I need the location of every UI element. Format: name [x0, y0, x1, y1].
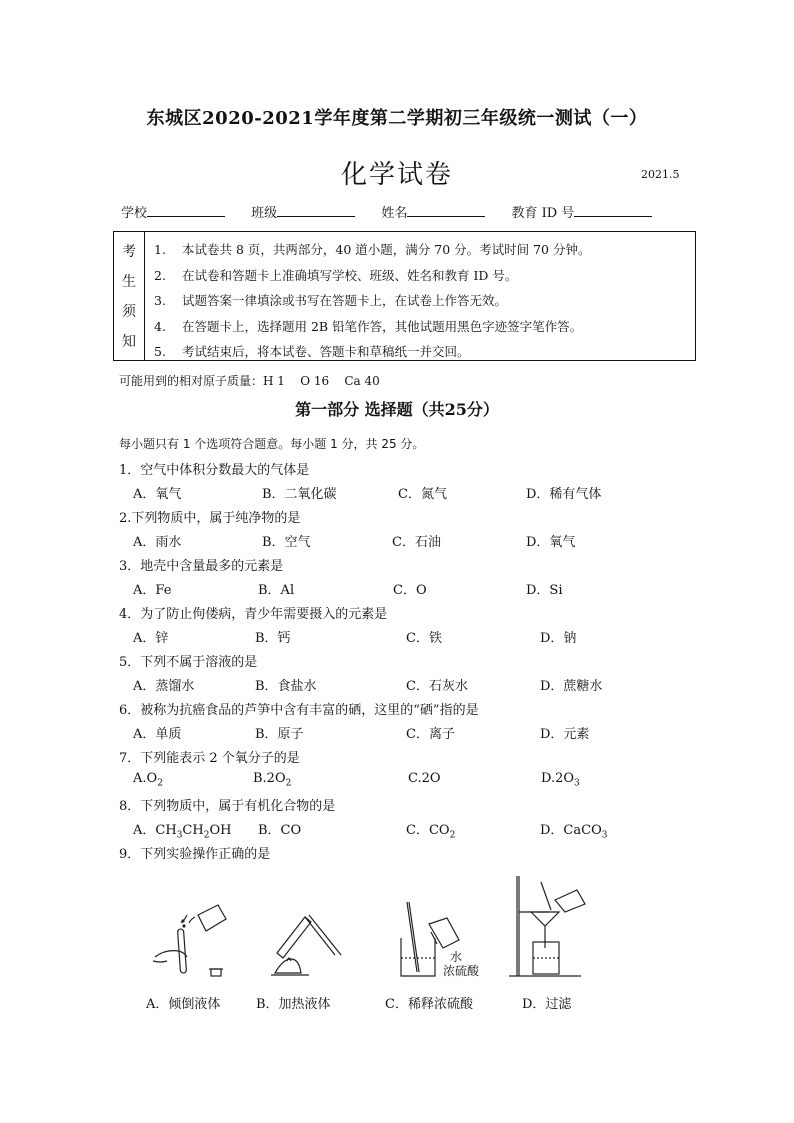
option-a[interactable]: A．单质	[133, 727, 182, 742]
notice-side-label: 考 生 须 知	[114, 232, 145, 360]
option-d[interactable]: $D.2O_3$	[541, 771, 580, 789]
pouring-liquid-illustration	[143, 895, 233, 985]
option-b[interactable]: B．加热液体	[256, 997, 331, 1012]
option-d[interactable]: D．钠	[540, 631, 577, 646]
filtration-illustration	[505, 872, 590, 982]
notice-item: 3. 试题答案一律填涂或书写在答题卡上，在试卷上作答无效。	[154, 293, 508, 308]
notice-item: 5. 考试结束后，将本试卷、答题卡和草稿纸一并交回。	[154, 344, 470, 359]
option-b[interactable]: B．原子	[255, 727, 304, 742]
question-stem: 1．空气中体积分数最大的气体是	[119, 463, 310, 478]
option-b[interactable]: B．钙	[255, 631, 291, 646]
option-a[interactable]: A．雨水	[133, 535, 182, 550]
option-c[interactable]: C．氮气	[398, 487, 447, 502]
notice-item: 2. 在试卷和答题卡上准确填写学校、班级、姓名和教育 ID 号。	[154, 267, 518, 283]
exam-date: 2021.5	[641, 168, 680, 181]
question-stem: 7．下列能表示 2 个氧分子的是	[119, 751, 300, 766]
notice-item: 4. 在答题卡上，选择题用 2B 铅笔作答，其他试题用黑色字迹签字笔作答。	[154, 318, 583, 334]
option-c[interactable]: C．石油	[392, 535, 441, 550]
option-c[interactable]: C．铁	[406, 631, 442, 646]
name-field[interactable]: 姓名	[381, 202, 485, 221]
student-info-fields	[121, 202, 674, 221]
id-field[interactable]: 教育 ID 号	[511, 202, 652, 221]
option-a[interactable]: $A.O_2$	[133, 771, 163, 789]
option-d[interactable]: D．Si	[526, 583, 563, 598]
option-d[interactable]: D．氧气	[526, 535, 576, 550]
option-a[interactable]: A．Fe	[133, 583, 172, 598]
school-field[interactable]: 学校	[121, 202, 225, 221]
option-b[interactable]: B．CO	[258, 823, 302, 838]
option-d[interactable]: D．过滤	[522, 997, 572, 1012]
option-c[interactable]: C．$CO_2$	[406, 823, 456, 841]
notice-list	[154, 237, 591, 365]
atomic-masses: 可能用到的相对原子质量：H 1 O 16 Ca 40	[119, 374, 380, 388]
option-d[interactable]: D．元素	[540, 727, 590, 742]
option-b[interactable]: B．Al	[258, 583, 295, 598]
exam-notice-box	[113, 231, 696, 361]
option-c[interactable]: C.2O	[408, 771, 441, 786]
option-a[interactable]: A．$CH_3CH_2OH$	[133, 823, 232, 841]
option-a[interactable]: A．氧气	[133, 487, 182, 502]
section-title: 第一部分 选择题（共25分）	[295, 400, 499, 419]
option-b[interactable]: $B.2O_2$	[253, 771, 292, 789]
question-stem: 3．地壳中含量最多的元素是	[119, 559, 284, 574]
heating-liquid-illustration	[265, 905, 345, 985]
subject-title: 化学试卷	[340, 160, 453, 190]
question-stem: 9．下列实验操作正确的是	[119, 847, 271, 862]
question-stem: 5．下列不属于溶液的是	[119, 655, 258, 670]
option-a[interactable]: A．蒸馏水	[133, 679, 195, 694]
class-field[interactable]: 班级	[251, 202, 355, 221]
option-c[interactable]: C．稀释浓硫酸	[385, 997, 473, 1012]
option-d[interactable]: D．CaCO$_3$	[540, 823, 608, 841]
option-b[interactable]: B．二氧化碳	[262, 487, 337, 502]
question-stem: 6．被称为抗癌食品的芦笋中含有丰富的硒，这里的“硒”指的是	[119, 703, 479, 718]
acid-label: 浓硫酸	[443, 964, 480, 978]
water-label: 水	[450, 950, 463, 964]
section-instructions: 每小题只有 1 个选项符合题意。每小题 1 分，共 25 分。	[119, 437, 425, 451]
option-d[interactable]: D．稀有气体	[526, 487, 602, 502]
option-c[interactable]: C．离子	[406, 727, 455, 742]
option-c[interactable]: C．石灰水	[406, 679, 468, 694]
option-b[interactable]: B．空气	[262, 535, 311, 550]
option-d[interactable]: D．蔗糖水	[540, 679, 603, 694]
question-stem: 8．下列物质中，属于有机化合物的是	[119, 799, 336, 814]
option-b[interactable]: B．食盐水	[255, 679, 317, 694]
exam-title: 东城区2020-2021学年度第二学期初三年级统一测试（一）	[146, 108, 648, 129]
option-a[interactable]: A．倾倒液体	[146, 997, 221, 1012]
question-stem: 4．为了防止佝偻病，青少年需要摄入的元素是	[119, 607, 388, 622]
notice-item: 1. 本试卷共 8 页，共两部分，40 道小题，满分 70 分。考试时间 70 分钟。	[154, 242, 591, 257]
option-c[interactable]: C．O	[393, 583, 427, 598]
question-stem: 2.下列物质中，属于纯净物的是	[119, 511, 301, 526]
option-a[interactable]: A．锌	[133, 631, 169, 646]
